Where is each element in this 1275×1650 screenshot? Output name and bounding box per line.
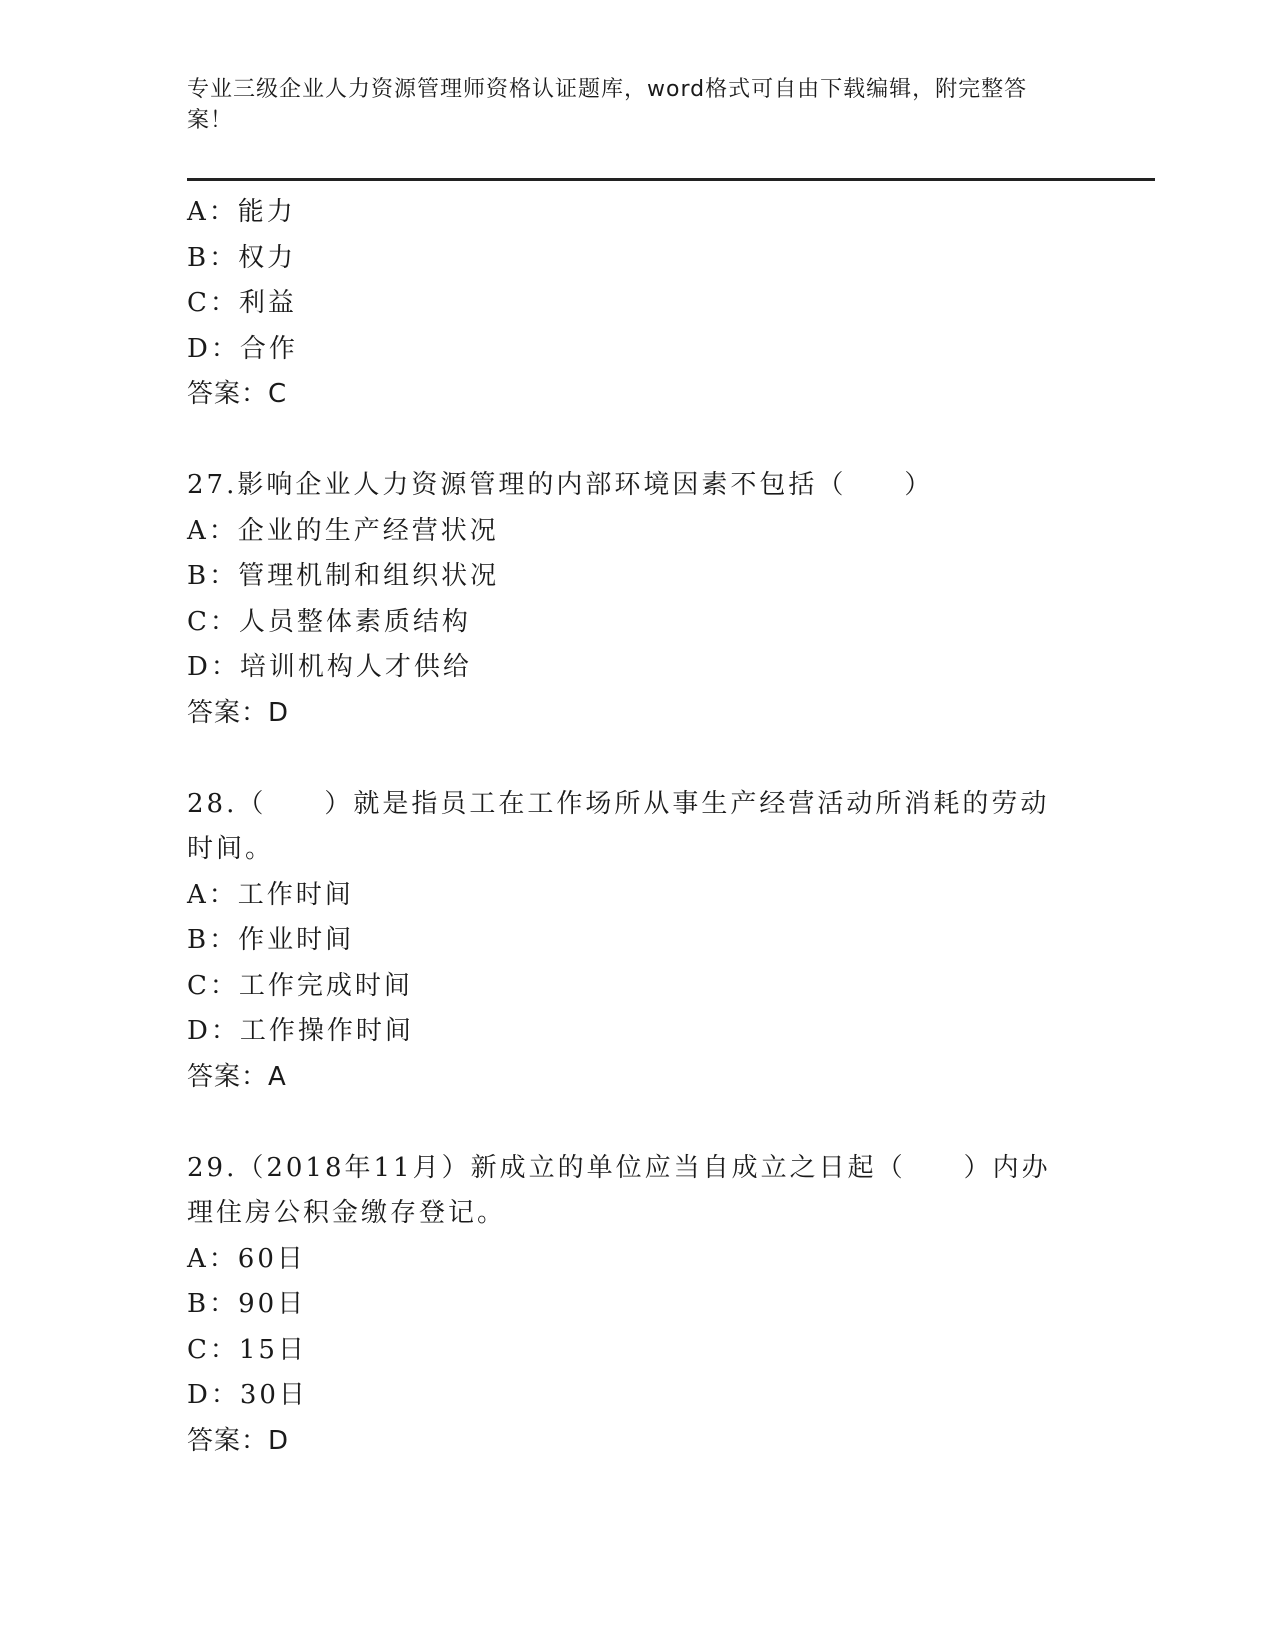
question-text: 27.影响企业人力资源管理的内部环境因素不包括（ ） — [187, 470, 934, 500]
option-c: C：工作完成时间 — [187, 970, 413, 1001]
question-list — [187, 190, 1087, 1464]
question-text: 29.（2018年11月）新成立的单位应当自成立之日起（ ）内办理住房公积金缴存登记。 — [187, 1152, 1051, 1228]
option-c: C：15日 — [187, 1334, 307, 1365]
continued-question — [187, 190, 1087, 418]
answer: 答案：D — [187, 1425, 290, 1456]
option-c: C：人员整体素质结构 — [187, 606, 471, 637]
page-header: 专业三级企业人力资源管理师资格认证题库，word格式可自由下载编辑，附完整答案！ — [187, 77, 1028, 133]
question-27 — [187, 463, 1087, 736]
option-d: D：合作 — [187, 333, 298, 364]
option-a: A：60日 — [187, 1243, 306, 1274]
answer: 答案：D — [187, 697, 290, 728]
option-d: D：培训机构人才供给 — [187, 652, 472, 682]
question-text: 28.（ ）就是指员工在工作场所从事生产经营活动所消耗的劳动时间。 — [187, 788, 1050, 864]
option-c: C：利益 — [187, 288, 297, 318]
option-a: A：工作时间 — [187, 879, 354, 910]
option-b: B：管理机制和组织状况 — [187, 561, 500, 591]
question-28 — [187, 782, 1087, 1101]
option-d: D：30日 — [187, 1380, 308, 1410]
question-29 — [187, 1146, 1087, 1465]
header-divider — [187, 178, 1155, 181]
option-a: A：企业的生产经营状况 — [187, 515, 499, 546]
answer: 答案：A — [187, 1061, 287, 1092]
option-b: B：90日 — [187, 1289, 307, 1319]
option-b: B：权力 — [187, 242, 297, 273]
answer: 答案：C — [187, 379, 288, 409]
option-d: D：工作操作时间 — [187, 1016, 414, 1046]
option-b: B：作业时间 — [187, 925, 355, 955]
option-a: A：能力 — [187, 197, 296, 227]
